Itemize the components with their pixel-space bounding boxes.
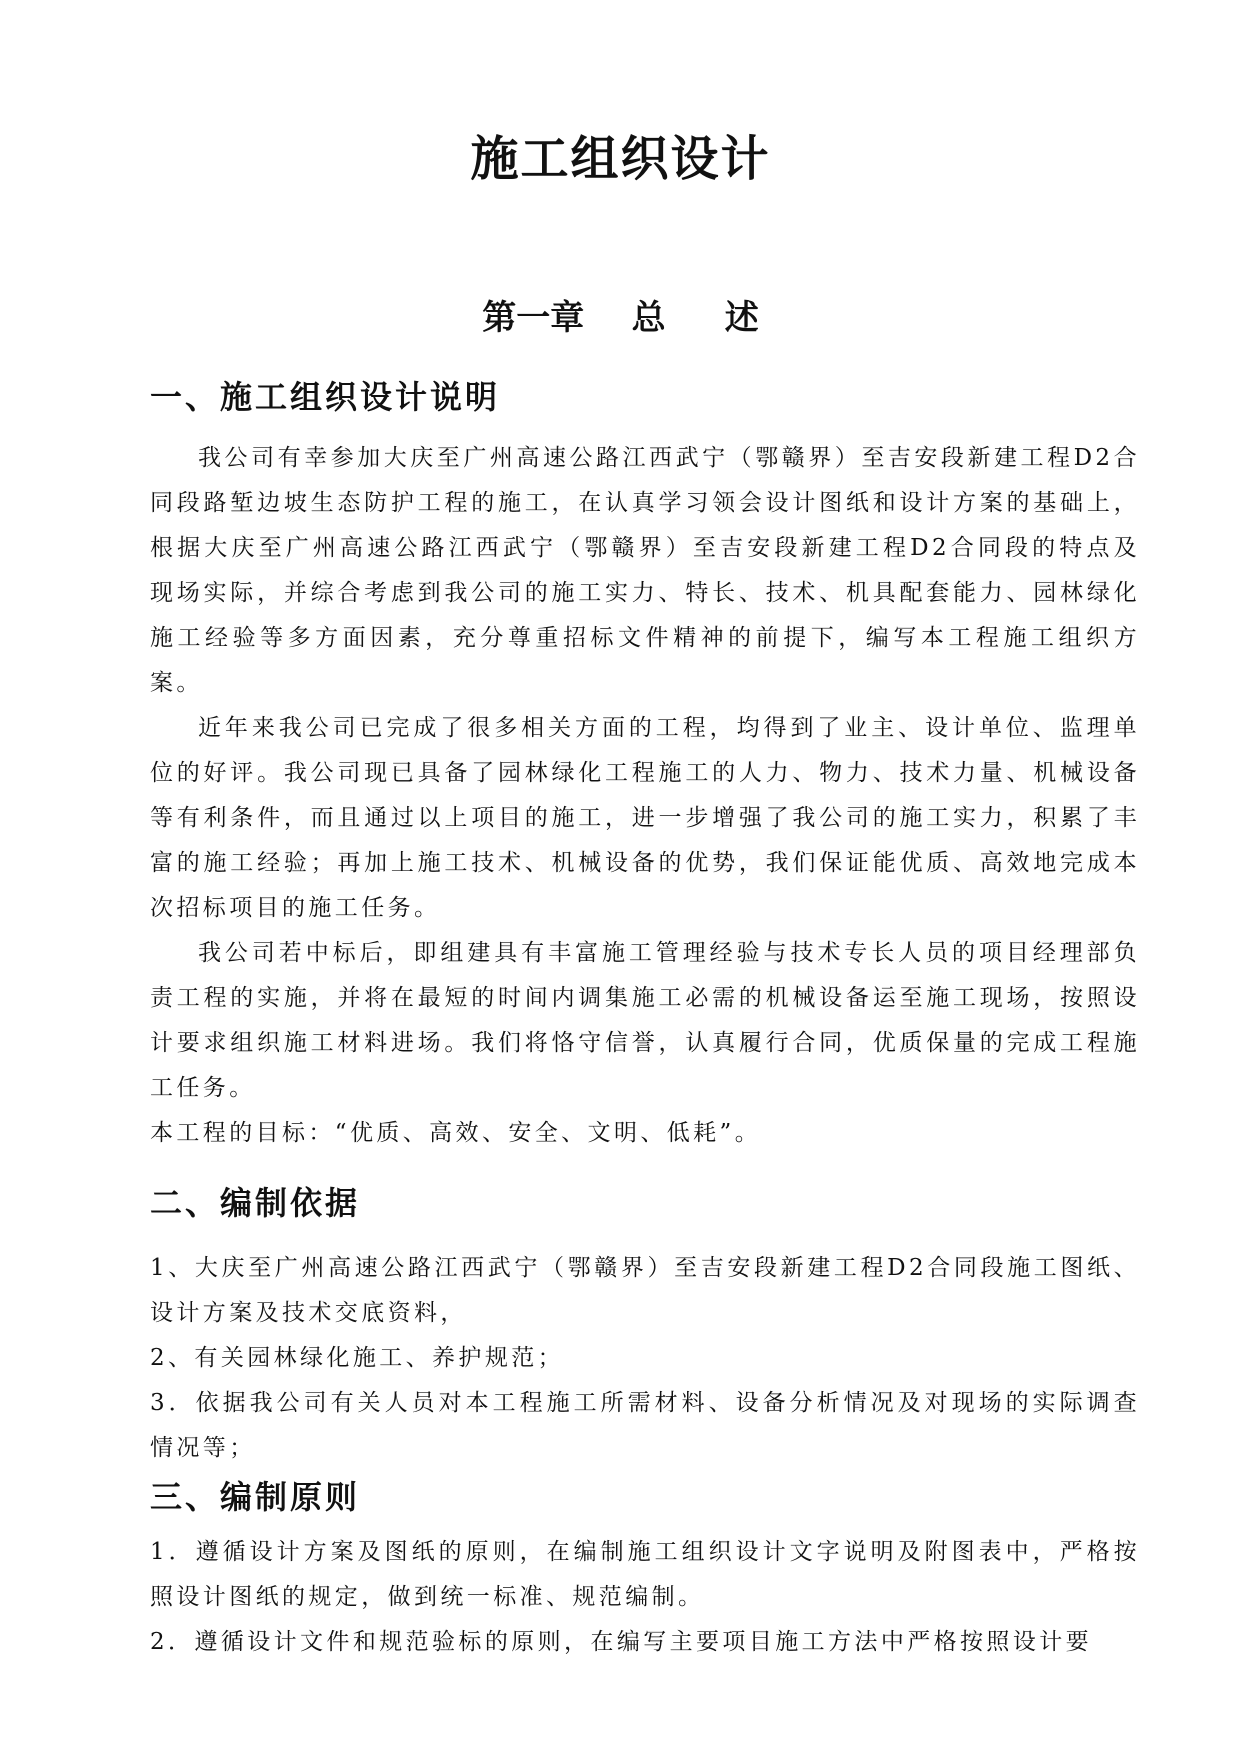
chapter-title: 第一章 总 述 [482, 298, 759, 338]
section-heading-2: 二、编制依据 [150, 1184, 361, 1222]
section-1-paragraph-1: 我公司有幸参加大庆至广州高速公路江西武宁（鄂赣界）至吉安段新建工程D2合同段路堑边坡生态防护工程的施工，在认真学习领会设计图纸和设计方案的基础上，根据大庆至广州高速公路江西武宁（鄂赣界）至吉安段新建工程D2合同段的特点及现场实际，并综合考虑到我公司的施工实力、特长、技术、机具配套能力、园林绿化施工经验等多方面因素，充分尊重招标文件精神的前提下，编写本工程施工组织方案。 [150, 445, 1140, 696]
document-title: 施工组织设计 [470, 131, 771, 187]
section-1-paragraph-3: 我公司若中标后，即组建具有丰富施工管理经验与技术专长人员的项目经理部负责工程的实施，并将在最短的时间内调集施工必需的机械设备运至施工现场，按照设计要求组织施工材料进场。我们将恪守信誉，认真履行合同，优质保量的完成工程施工任务。 [150, 940, 1140, 1101]
section-3-item-1: 1．遵循设计方案及图纸的原则，在编制施工组织设计文字说明及附图表中，严格按照设计图纸的规定，做到统一标准、规范编制。 [150, 1539, 1140, 1610]
section-3-item-2: 2．遵循设计文件和规范验标的原则，在编写主要项目施工方法中严格按照设计要 [150, 1629, 1093, 1655]
section-2-item-3: 3．依据我公司有关人员对本工程施工所需材料、设备分析情况及对现场的实际调查情况等； [150, 1390, 1140, 1461]
section-1-paragraph-4: 本工程的目标：“优质、高效、安全、文明、低耗”。 [150, 1120, 762, 1146]
section-2-item-1: 1、大庆至广州高速公路江西武宁（鄂赣界）至吉安段新建工程D2合同段施工图纸、设计方案及技术交底资料， [150, 1255, 1140, 1326]
section-1-paragraph-2: 近年来我公司已完成了很多相关方面的工程，均得到了业主、设计单位、监理单位的好评。我公司现已具备了园林绿化工程施工的人力、物力、技术力量、机械设备等有利条件，而且通过以上项目的施工，进一步增强了我公司的施工实力，积累了丰富的施工经验；再加上施工技术、机械设备的优势，我们保证能优质、高效地完成本次招标项目的施工任务。 [150, 715, 1140, 921]
section-heading-1: 一、施工组织设计说明 [150, 378, 501, 416]
section-2-item-2: 2、有关园林绿化施工、养护规范； [150, 1345, 565, 1371]
section-heading-3: 三、编制原则 [150, 1478, 361, 1516]
